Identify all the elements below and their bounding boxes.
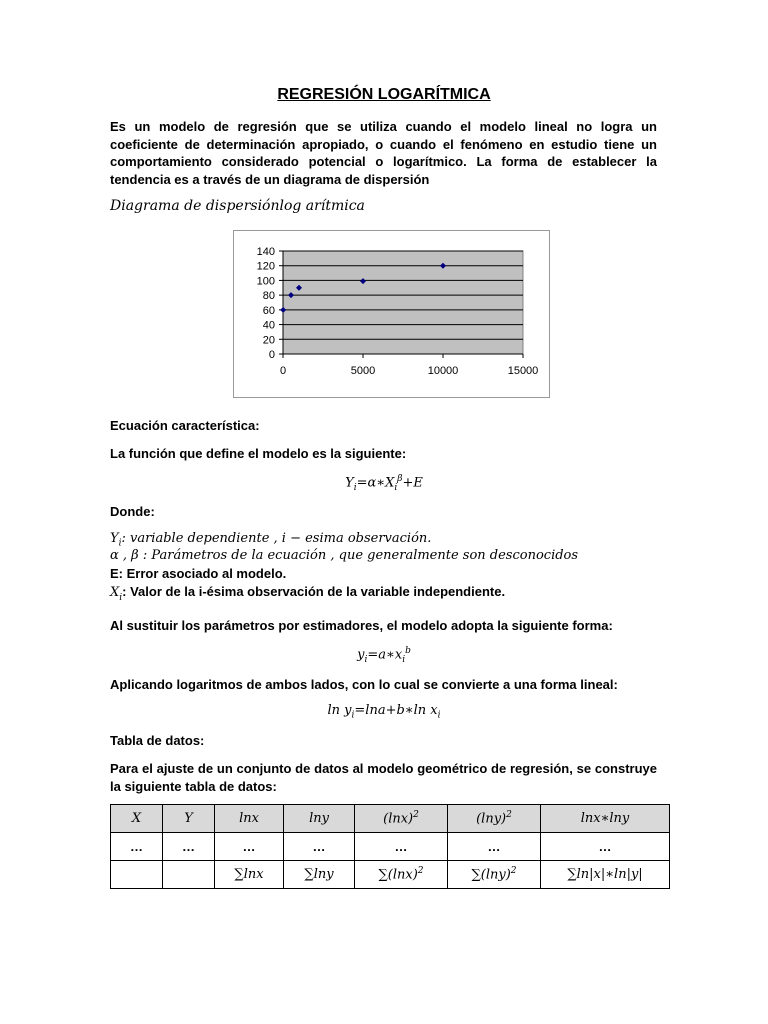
scatter-chart: [233, 230, 550, 398]
def-y-sub: i: [118, 538, 122, 549]
table-header-cell: lny: [284, 805, 355, 833]
y-tick-label: 100: [256, 275, 275, 288]
eq3-p1-sub: i: [351, 710, 355, 721]
eq1-sup2: β: [397, 474, 403, 484]
eq1-mid: =α∗X: [356, 475, 395, 491]
eq1-rhs: +E: [402, 475, 423, 491]
x-tick-label: 5000: [350, 365, 376, 377]
eq3-p2: =lna+b∗ln x: [354, 703, 438, 718]
table-cell: ∑ln|x|∗ln|y|: [541, 861, 670, 889]
table-cell: ∑lny: [284, 861, 355, 889]
y-tick-label: 20: [262, 334, 275, 347]
table-cell: [111, 861, 163, 889]
table-intro: Para el ajuste de un conjunto de datos al modelo geométrico de regresión, se construye la siguiente tabla de datos:: [110, 761, 657, 794]
equation-model: [0, 474, 768, 493]
x-tick-label: 0: [279, 365, 287, 377]
def-x-sub: i: [119, 593, 123, 604]
page-title: REGRESIÓN LOGARÍTMICA: [277, 86, 491, 103]
def-alpha-beta: α , β : Parámetros de la ecuación , que generalmente son desconocidos: [110, 548, 579, 563]
y-tick-label: 40: [262, 319, 275, 332]
table-cell: $\sum(\ln y)^2$: [448, 861, 541, 889]
y-tick-label: 80: [262, 290, 275, 303]
x-tick-label: 10000: [427, 365, 459, 377]
data-table: [110, 804, 670, 889]
subst-intro: Al sustituir los parámetros por estimadores, el modelo adopta la siguiente forma:: [110, 618, 613, 633]
intro-paragraph: Es un modelo de regresión que se utiliza cuando el modelo lineal no logra un coeficiente de determinación apropiado, o cuando el fenómeno en estudio tiene un comportamiento considerado potencial o logarítmico. La forma de establecer la tendencia es a través de un diagrama de dispersión: [110, 119, 657, 187]
eq2-a-sub: i: [364, 654, 368, 665]
table-cell: …: [355, 833, 448, 861]
table-header-cell: lnx∗lny: [541, 805, 670, 833]
table-header-cell: lnx: [215, 805, 284, 833]
def-error: E: Error asociado al modelo.: [110, 566, 287, 581]
table-cell: …: [541, 833, 670, 861]
table-title: Tabla de datos:: [110, 733, 205, 748]
table-cell: …: [163, 833, 215, 861]
plot-area: [283, 251, 523, 354]
eq3-p1: ln y: [327, 703, 352, 718]
y-tick-label: 120: [256, 260, 275, 273]
table-cell: …: [111, 833, 163, 861]
table-header-cell: Y: [163, 805, 215, 833]
table-cell: …: [284, 833, 355, 861]
table-header-row: [111, 805, 670, 833]
function-intro: La función que define el modelo es la siguiente:: [110, 446, 407, 461]
table-header-cell: X: [111, 805, 163, 833]
equation-linear: [0, 703, 768, 721]
chart-svg: [234, 231, 549, 397]
log-intro: Aplicando logaritmos de ambos lados, con lo cual se convierte a una forma lineal:: [110, 677, 618, 692]
eq2-b-sub: i: [402, 654, 406, 665]
x-tick-label: 15000: [507, 365, 539, 377]
table-cell: $\sum(\ln x)^2$: [355, 861, 448, 889]
table-cell: [163, 861, 215, 889]
table-row: [111, 833, 670, 861]
section-equation: Ecuación característica:: [110, 418, 260, 433]
y-tick-label: 0: [268, 349, 275, 361]
table-cell: …: [448, 833, 541, 861]
y-tick-label: 140: [256, 246, 275, 258]
eq3-p2-sub: i: [437, 710, 441, 721]
table-sum-row: [111, 861, 670, 889]
def-y-symbol: Y: [110, 531, 119, 546]
eq2-b: =a∗x: [367, 647, 403, 663]
eq1-sub2: i: [394, 482, 398, 493]
table-cell: …: [215, 833, 284, 861]
diagram-caption: Diagrama de dispersiónlog arítmica: [110, 198, 365, 214]
def-x: [110, 583, 505, 603]
eq2-b-sup: b: [405, 646, 411, 656]
eq1-lhs: Y: [345, 475, 354, 491]
table-header-cell: $(\ln y)^2$: [448, 805, 541, 833]
eq2-a: y: [357, 647, 365, 663]
def-y: [110, 530, 431, 549]
equation-estimated: [0, 646, 768, 665]
def-x-symbol: X: [110, 585, 120, 600]
def-x-text: : Valor de la i-ésima observación de la variable independiente.: [122, 584, 506, 599]
table-cell: ∑lnx: [215, 861, 284, 889]
eq1-sub: i: [353, 482, 357, 493]
y-tick-label: 60: [262, 304, 275, 317]
donde-label: Donde:: [110, 504, 155, 519]
table-header-cell: $(\ln x)^2$: [355, 805, 448, 833]
def-y-text: : variable dependiente , i − esima observación.: [121, 531, 432, 546]
